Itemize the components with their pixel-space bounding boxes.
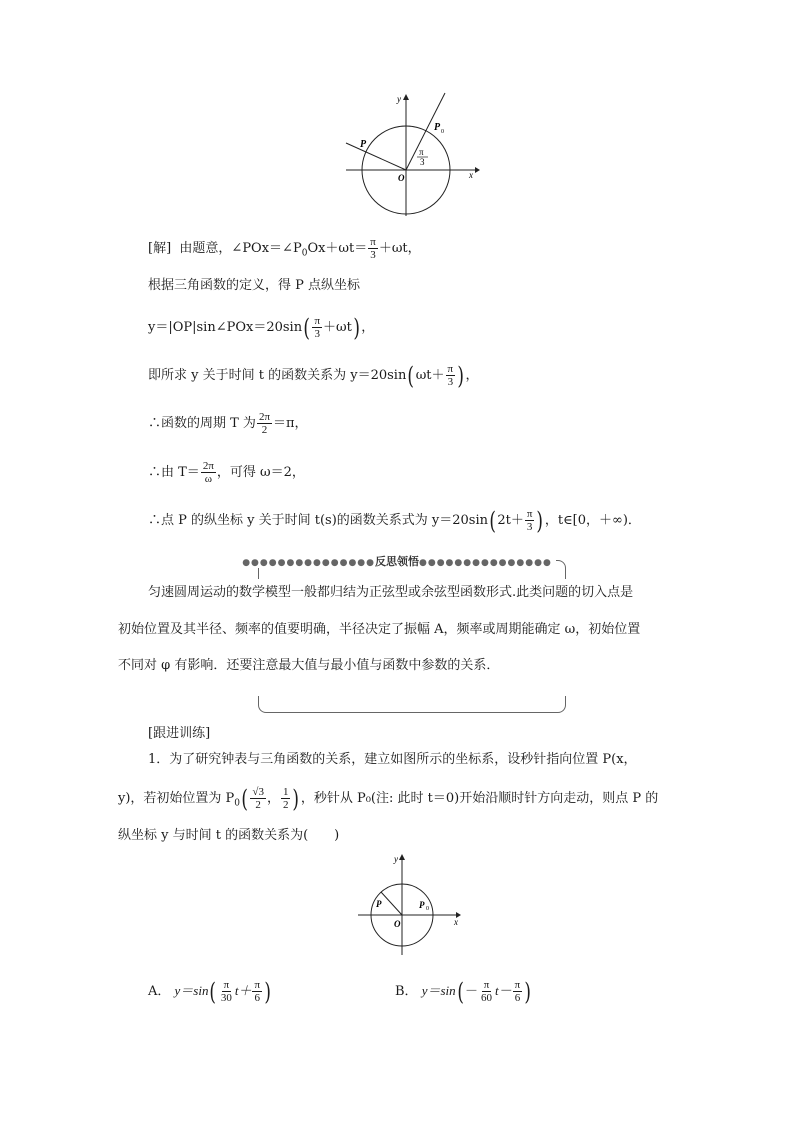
solution-line-4: 即所求 y 关于时间 t 的函数关系为 y＝20sin(ωt＋ $\frac{\pi}{3}$ )， [148, 361, 479, 390]
label-origin: O [394, 919, 401, 929]
exercise-q1-line-1: 1．为了研究钟表与三角函数的关系，建立如图所示的坐标系，设秒针指向位置 P(x， [148, 752, 637, 767]
angle-den: 3 [420, 157, 425, 167]
label-x: x [469, 170, 473, 180]
option-b[interactable]: B． y＝sin(－ $\frac{\pi}{60}$ t－ $\frac{\pi}{6}$ ) [395, 977, 532, 1006]
solution-line-1: [解] 由题意，$\angle POx=\angle P_0Ox+\omega t=$ $\frac{\pi}{3}$ ＋ωt， [148, 236, 421, 261]
label-p: P [376, 899, 382, 909]
solution-line-6: ∴由 T＝ $\frac{2\pi}{\omega}$ ，可得 ω＝2， [148, 460, 305, 485]
unit-circle-figure-2 [352, 850, 470, 960]
label-y: y [394, 854, 398, 864]
ray-op [381, 892, 402, 915]
fraction: $\frac{\pi}{3}$ [370, 236, 376, 261]
y-axis-arrow-icon [403, 94, 409, 100]
exercise-q1-line-2: y)，若初始位置为 $P_0$( $\frac{√3}{2}$ ， $\frac{1}{2}$ )，秒针从 P₀(注: 此时 t＝0)开始沿顺时针方向走动，则点 P 的 [118, 784, 659, 813]
label-p0: P [419, 900, 425, 910]
ray-op [346, 143, 406, 170]
exercise-tag: [跟进训练] [148, 726, 211, 741]
reflection-box-bottom [258, 696, 566, 713]
solution-line-5: ∴函数的周期 T 为 $\frac{2\pi}{2}$ ＝π， [148, 411, 308, 436]
option-a[interactable]: A． y＝sin( $\frac{\pi}{30}$ t＋ $\frac{\pi}{6}$ ) [148, 977, 272, 1006]
solution-line-7: ∴点 P 的纵坐标 y 关于时间 t(s)的函数关系式为 y＝20sin(2t＋ $\frac{\pi}{3}$ )，t∈[0，＋∞)． [148, 506, 641, 535]
x-axis-arrow-icon [475, 167, 480, 173]
label-origin: O [398, 173, 405, 183]
angle-num: π [419, 147, 424, 157]
label-p0: P [434, 122, 441, 133]
reflection-p3: 不同对 φ 有影响．还要注意最大值与最小值与函数中参数的关系． [118, 658, 500, 673]
label-y: y [397, 94, 401, 104]
label-x: x [454, 917, 458, 927]
solution-tag: [解] [148, 241, 172, 256]
label-p0-sub: 0 [441, 129, 444, 135]
exercise-q1-line-3: 纵坐标 y 与时间 t 的函数关系为( ) [118, 828, 340, 843]
unit-circle-figure-1 [340, 88, 490, 223]
solution-line-3: y＝|OP|sin∠POx＝20sin( $\frac{\pi}{3}$ ＋ωt)， [148, 313, 375, 342]
y-axis-arrow-icon [399, 854, 405, 860]
label-p: P [360, 139, 367, 150]
reflection-p1: 匀速圆周运动的数学模型一般都归结为正弦型或余弦型函数形式.此类问题的切入点是 [148, 585, 634, 600]
reflection-title: ●●●●●●●●●●●●●●●反思领悟●●●●●●●●●●●●●●● [0, 553, 794, 569]
reflection-p2: 初始位置及其半径、频率的值要明确，半径决定了振幅 A，频率或周期能确定 ω，初始位置 [118, 622, 641, 637]
label-p0-sub: 0 [426, 906, 429, 912]
solution-line-2: 根据三角函数的定义，得 P 点纵坐标 [148, 278, 361, 293]
